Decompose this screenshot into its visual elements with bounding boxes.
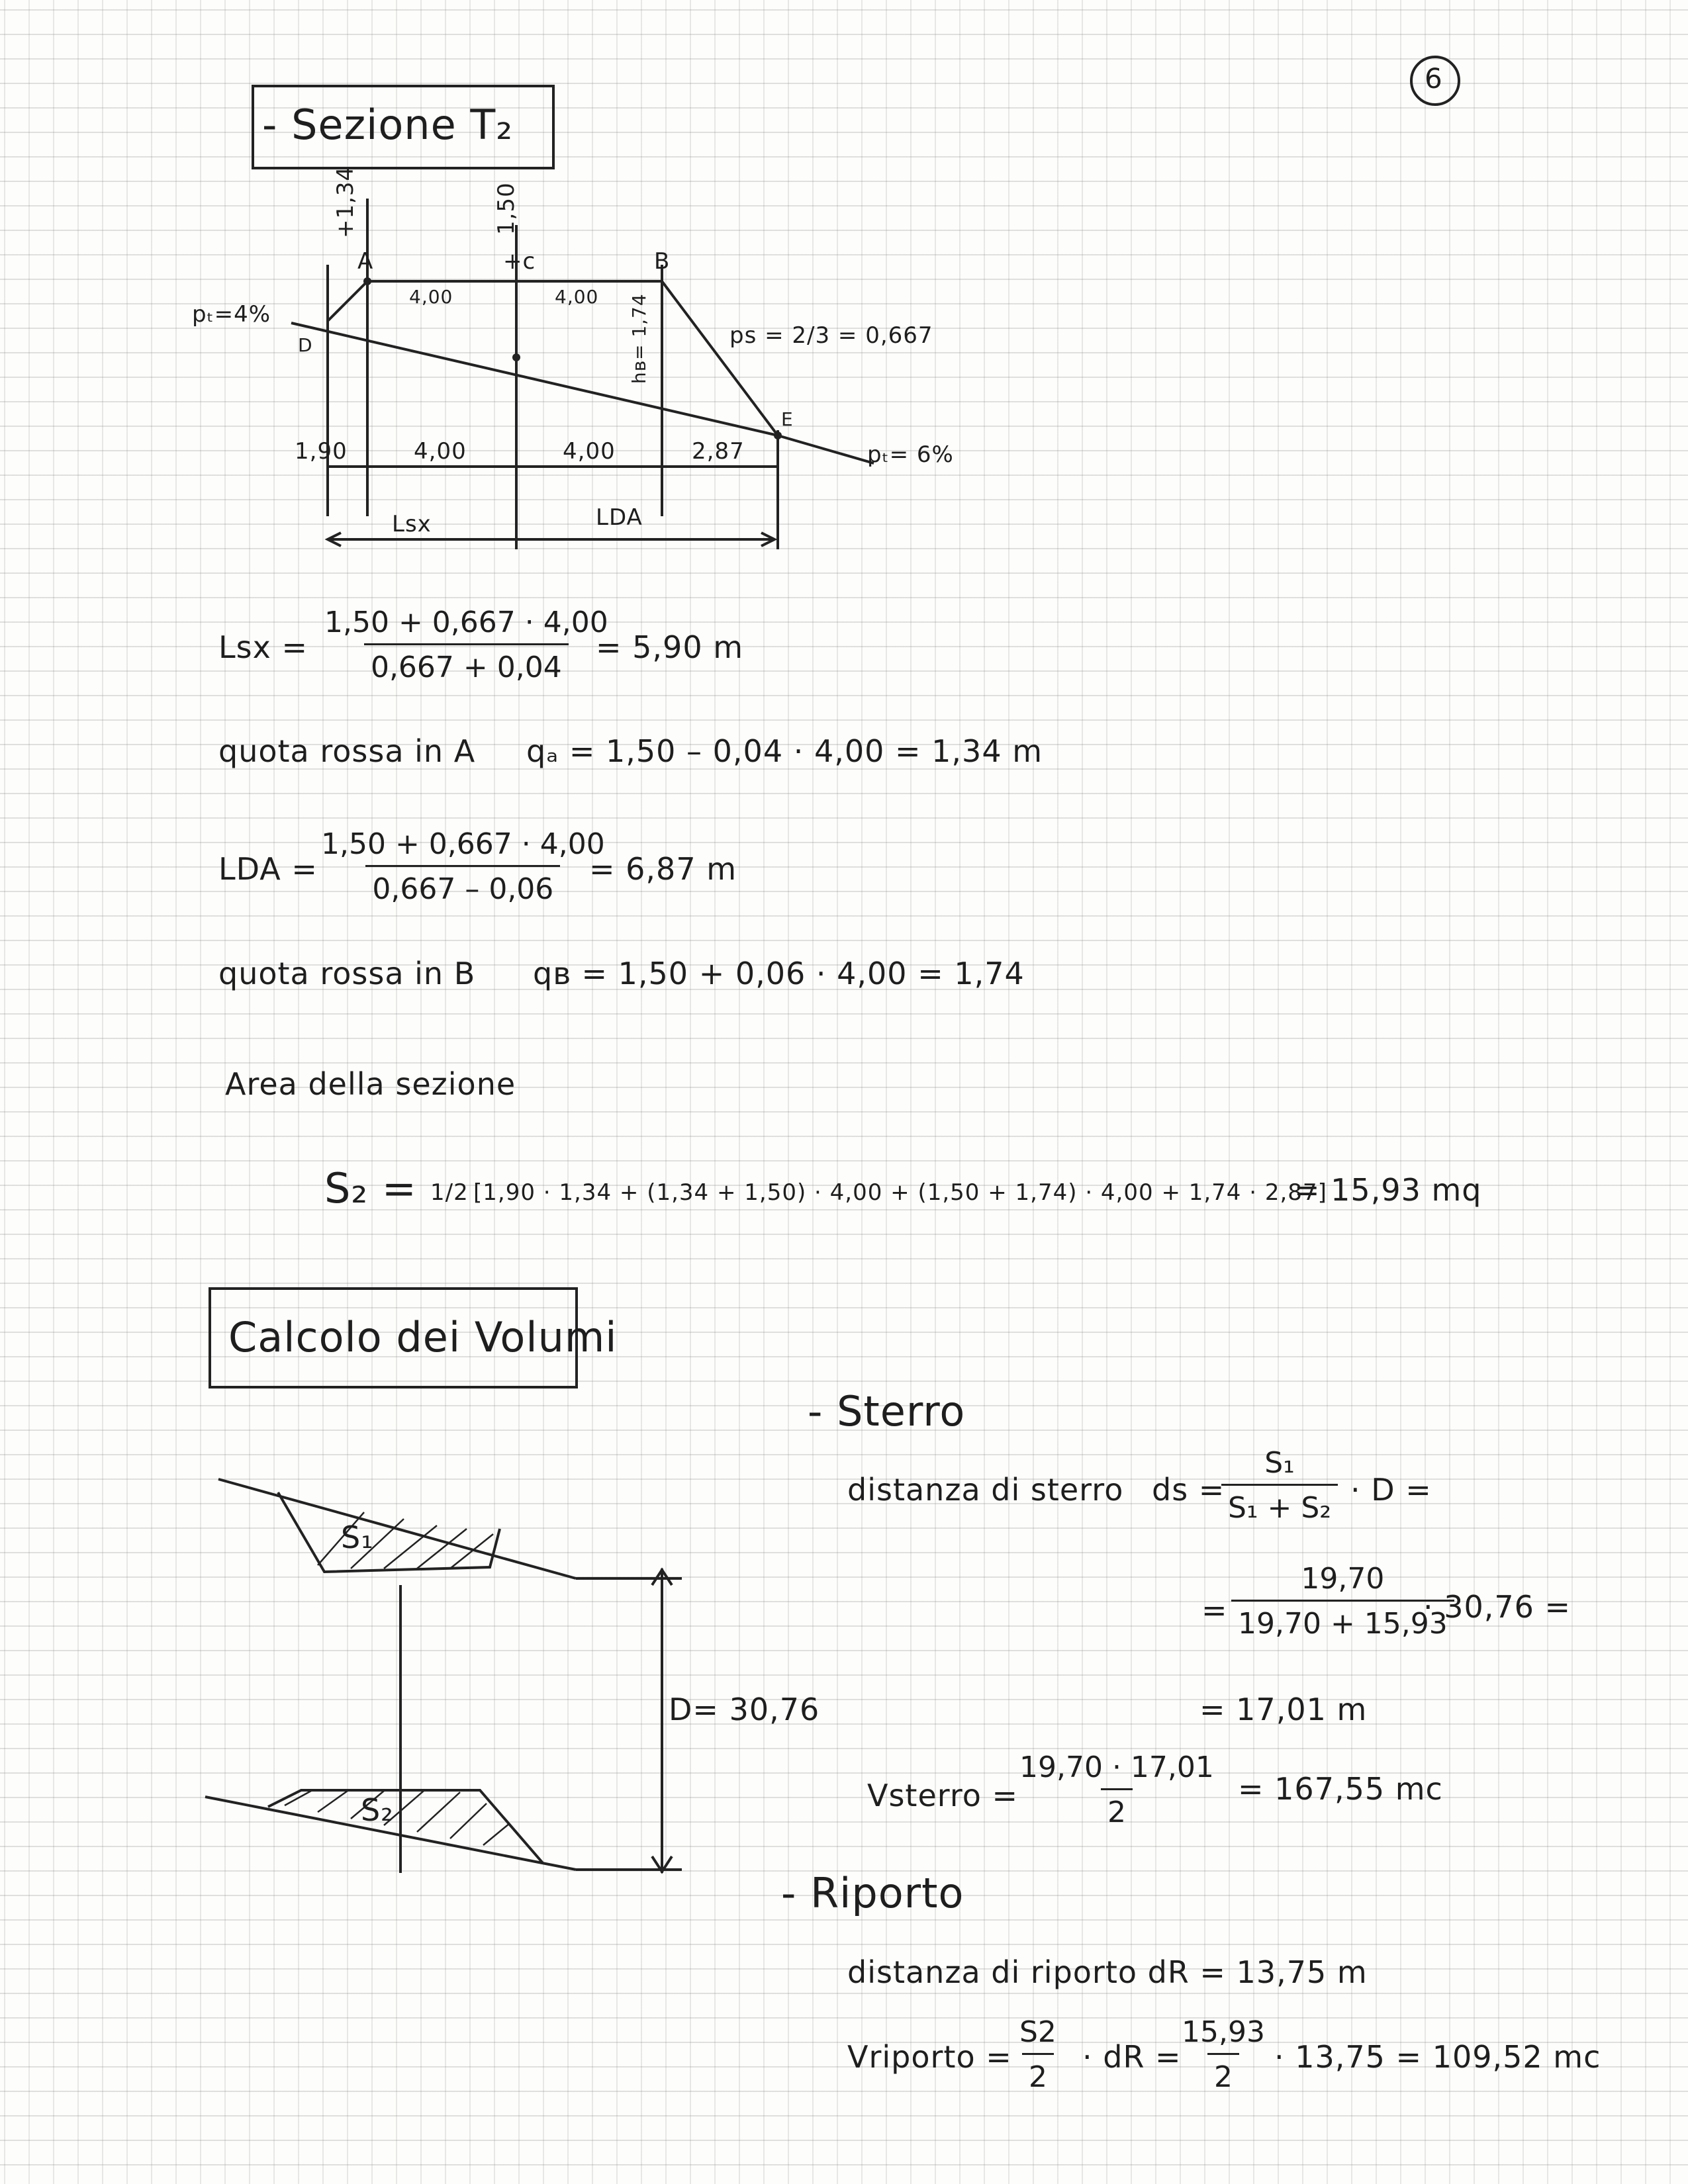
sterro-title: - Sterro (808, 1387, 966, 1435)
label-point-a: A (357, 248, 374, 275)
riporto-v-f2-denominator: 2 (1207, 2053, 1239, 2094)
qa-expression: qₐ = 1,50 – 0,04 · 4,00 = 1,34 m (526, 733, 1043, 769)
label-s2: S₂ (361, 1792, 394, 1828)
label-s1: S₁ (341, 1520, 374, 1555)
label-bottom-4: 2,87 (692, 438, 745, 465)
area-result: = 15,93 mq (1294, 1172, 1482, 1208)
sterro-ds-label: distanza di sterro (847, 1472, 1124, 1508)
sterro-ds-result: = 17,01 m (1199, 1692, 1368, 1727)
riporto-dr-line: distanza di riporto dR = 13,75 m (847, 1954, 1368, 1990)
qb-expression: qʙ = 1,50 + 0,06 · 4,00 = 1,74 (533, 956, 1025, 991)
label-lda: LDA (596, 504, 643, 531)
area-inner: [1,90 · 1,34 + (1,34 + 1,50) · 4,00 + (1,50 + 1,74) · 4,00 + 1,74 · 2,87] (473, 1179, 1327, 1206)
area-half: 1/2 (430, 1179, 469, 1206)
riporto-v-fraction-1 (1013, 2015, 1063, 2094)
label-point-d: D (298, 334, 313, 356)
label-bottom-3: 4,00 (563, 438, 616, 465)
label-slope-right: pₜ= 6% (867, 441, 954, 468)
page-number: 6 (1425, 62, 1443, 95)
label-lsx: Lsx (392, 511, 432, 537)
label-point-e: E (781, 408, 794, 430)
lda-denominator: 0,667 – 0,06 (365, 865, 560, 906)
lsx-denominator: 0,667 + 0,04 (364, 643, 569, 684)
sterro-ds2-denominator: 19,70 + 15,93 (1231, 1600, 1454, 1641)
lda-numerator: 1,50 + 0,667 · 4,00 (321, 827, 605, 861)
lda-result: = 6,87 m (589, 851, 737, 887)
riporto-title: - Riporto (781, 1869, 964, 1917)
riporto-v-lhs: Vriporto = (847, 2039, 1012, 2075)
sterro-ds2-lhs: = (1201, 1592, 1228, 1628)
sterro-ds-fraction (1221, 1446, 1338, 1525)
label-distance-d: D= 30,76 (669, 1692, 820, 1727)
qb-label: quota rossa in B (218, 956, 476, 991)
riporto-v-f1-numerator: S2 (1019, 2015, 1056, 2049)
sterro-ds2-tail: · 30,76 = (1423, 1589, 1571, 1625)
section-s2-outline (268, 1790, 543, 1863)
label-plus-134: +1,34 (332, 165, 359, 238)
riporto-v-f1-denominator: 2 (1022, 2053, 1054, 2094)
label-bottom-1: 1,90 (295, 438, 348, 465)
sterro-ds-numerator: S₁ (1264, 1446, 1295, 1480)
label-height-b: hʙ= 1,74 (628, 293, 650, 384)
qa-label: quota rossa in A (218, 733, 476, 769)
ground-line-1 (218, 1479, 576, 1578)
lsx-lhs: Lsx = (218, 629, 308, 665)
sterro-ds-denominator: S₁ + S₂ (1221, 1484, 1338, 1525)
label-top-seg-1: 4,00 (409, 286, 453, 308)
label-slope-left: pₜ=4% (192, 301, 271, 328)
sterro-v-result: = 167,55 mc (1238, 1771, 1443, 1807)
lda-lhs: LDA = (218, 851, 318, 887)
label-bottom-2: 4,00 (414, 438, 467, 465)
area-label: Area della sezione (225, 1066, 516, 1102)
lsx-result: = 5,90 m (596, 629, 744, 665)
riporto-v-f2-numerator: 15,93 (1182, 2015, 1265, 2049)
section-title: - Sezione T₂ (262, 101, 514, 149)
lsx-numerator: 1,50 + 0,667 · 4,00 (324, 606, 608, 639)
label-side-slope: ps = 2/3 = 0,667 (729, 322, 933, 349)
sterro-ds2-numerator: 19,70 (1301, 1562, 1385, 1596)
label-plus-c: +c (503, 248, 536, 275)
sterro-v-denominator: 2 (1101, 1788, 1133, 1829)
sterro-ds2-fraction (1231, 1562, 1454, 1641)
sterro-ds-tail: · D = (1350, 1472, 1432, 1508)
label-point-b: B (654, 248, 671, 275)
riporto-v-mid: · dR = (1082, 2039, 1182, 2075)
label-150: 1,50 (493, 182, 520, 235)
area-lhs: S₂ = (324, 1164, 417, 1212)
volumes-title: Calcolo dei Volumi (228, 1313, 618, 1361)
sterro-v-fraction (1013, 1751, 1221, 1829)
label-top-seg-2: 4,00 (555, 286, 599, 308)
sterro-v-numerator: 19,70 · 17,01 (1019, 1751, 1214, 1784)
riporto-v-result: · 13,75 = 109,52 mc (1274, 2039, 1601, 2075)
sterro-v-lhs: Vsterro = (867, 1778, 1019, 1813)
sterro-ds-lhs: ds = (1152, 1472, 1225, 1508)
riporto-v-fraction-2 (1175, 2015, 1272, 2094)
